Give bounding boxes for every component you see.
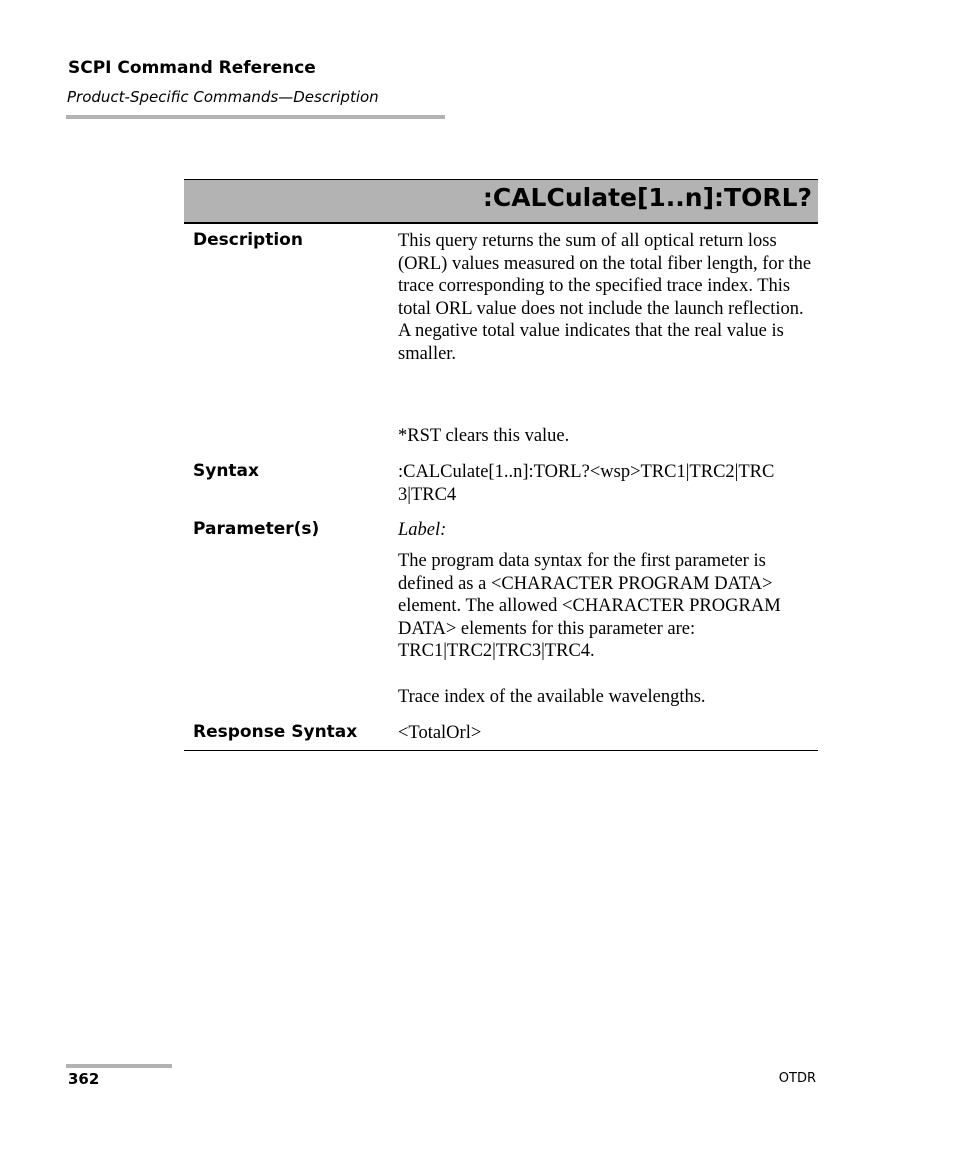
syntax-line-1: :CALCulate[1..n]:TORL?<wsp>TRC1|TRC2|TRC [398, 462, 775, 482]
syntax-label: Syntax [193, 461, 259, 481]
table-bottom-rule [184, 750, 818, 751]
description-label: Description [193, 230, 303, 250]
parameter-trace-index-note: Trace index of the available wavelengths. [398, 687, 706, 707]
syntax-line-2: 3|TRC4 [398, 485, 457, 505]
parameters-label: Parameter(s) [193, 519, 320, 539]
description-reset-note: *RST clears this value. [398, 426, 570, 446]
page-number: 362 [68, 1070, 100, 1088]
response-syntax-value: <TotalOrl> [398, 723, 482, 743]
header-rule [66, 115, 445, 119]
header-title: SCPI Command Reference [68, 58, 316, 78]
command-title: :CALCulate[1..n]:TORL? [482, 183, 812, 212]
command-title-bar [184, 179, 818, 224]
description-text: This query returns the sum of all optical return loss (ORL) values measured on the total fiber length, for the trace corresponding to the specified trace index. This total ORL value does not include the launch reflection. A negative total value indicates that the real value is smaller. [398, 231, 812, 364]
header-subtitle: Product-Specific Commands—Description [67, 88, 379, 106]
footer-rule [66, 1064, 172, 1068]
response-syntax-label: Response Syntax [193, 722, 358, 742]
parameter-description: The program data syntax for the first parameter is defined as a <CHARACTER PROGRAM DATA> element. The allowed <CHARACTER PROGRAM DATA> elements for this parameter are: TRC1|TRC2|TRC3|TRC4. [398, 551, 781, 662]
parameter-name: Label: [398, 520, 447, 540]
footer-product: OTDR [778, 1071, 816, 1086]
